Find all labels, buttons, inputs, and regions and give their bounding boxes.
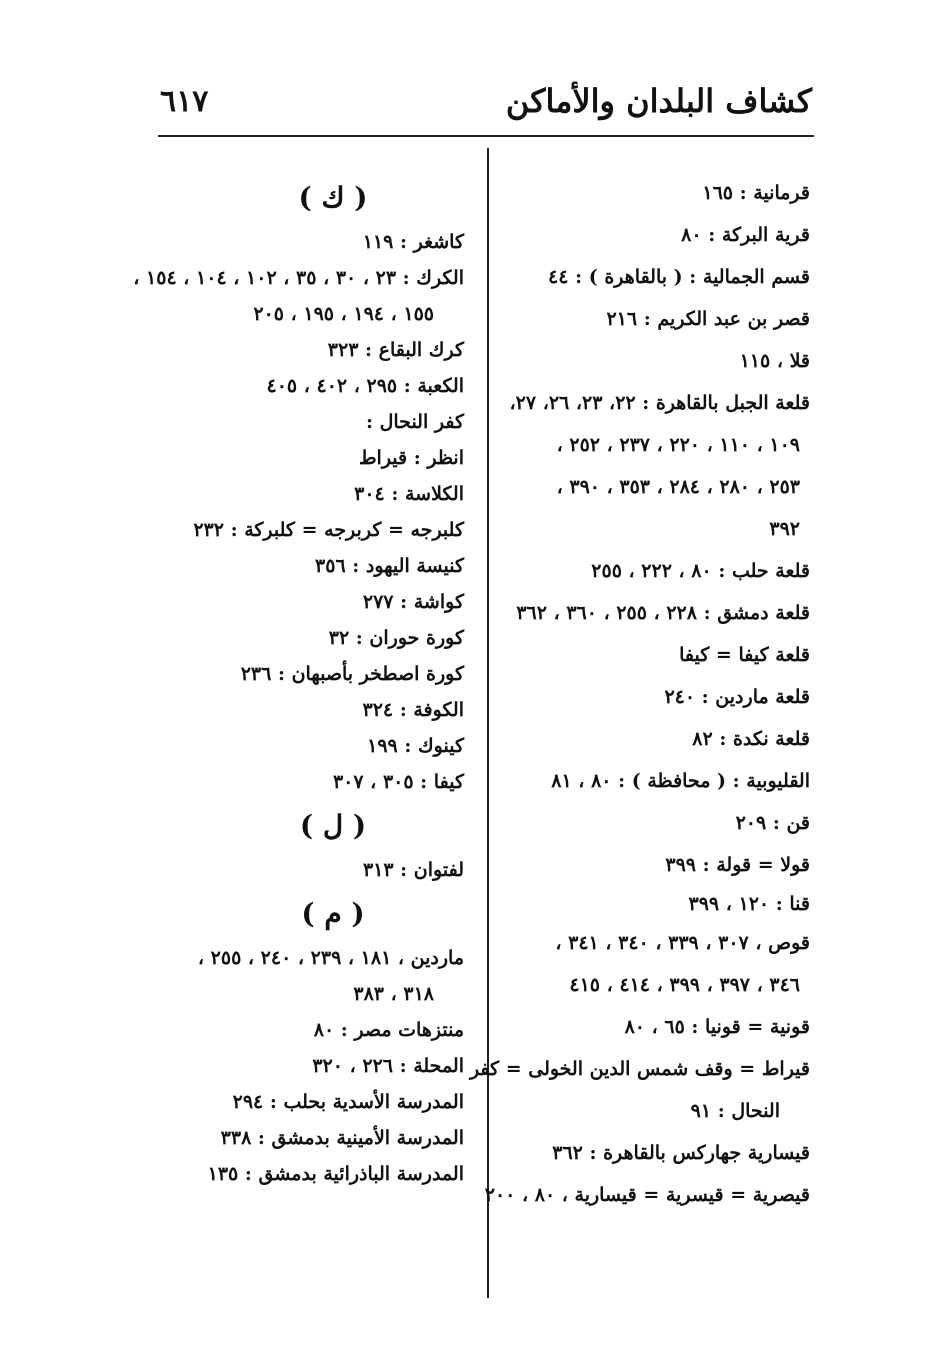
index-entry: الكوفة : ٣٢٤ bbox=[362, 699, 464, 721]
page-header bbox=[160, 78, 812, 128]
section-heading-lam: ( ل ) bbox=[299, 809, 367, 842]
left-column bbox=[133, 172, 464, 1192]
index-entry: كرك البقاع : ٣٢٣ bbox=[327, 339, 464, 361]
index-entry: كورة اصطخر بأصبهان : ٢٣٦ bbox=[240, 663, 464, 685]
index-entry: قيسارية جهاركس بالقاهرة : ٣٦٢ bbox=[552, 1142, 810, 1164]
index-entry: المدرسة الباذرائية بدمشق : ١٣٥ bbox=[207, 1163, 464, 1185]
index-entry: قيراط = وقف شمس الدين الخولى = كفر bbox=[469, 1058, 810, 1080]
index-entry-continuation: ٣١٨ ، ٣٨٣ bbox=[353, 983, 434, 1005]
index-entry-continuation: ١٥٥ ، ١٩٤ ، ١٩٥ ، ٢٠٥ bbox=[253, 303, 434, 325]
index-entry: قصر بن عبد الكريم : ٢١٦ bbox=[606, 308, 810, 330]
header-rule bbox=[158, 135, 814, 137]
index-entry: الكرك : ٢٣ ، ٣٠ ، ٣٥ ، ١٠٢ ، ١٠٤ ، ١٥٤ ، bbox=[133, 267, 464, 289]
index-entry: المدرسة الأسدية بحلب : ٢٩٤ bbox=[232, 1091, 464, 1113]
index-entry: كفر النحال : bbox=[365, 411, 464, 433]
index-entry: قلا ، ١١٥ bbox=[739, 350, 810, 372]
index-entry: قوص ، ٣٠٧ ، ٣٣٩ ، ٣٤٠ ، ٣٤١ ، bbox=[555, 932, 810, 954]
index-entry: الكعبة : ٢٩٥ ، ٤٠٢ ، ٤٠٥ bbox=[266, 375, 464, 397]
index-entry: كواشة : ٢٧٧ bbox=[362, 591, 464, 613]
index-entry: كيفا : ٣٠٥ ، ٣٠٧ bbox=[332, 771, 464, 793]
index-entry: قلعة الجبل بالقاهرة : ٢٢، ٢٣، ٢٦، ٢٧، bbox=[509, 392, 810, 414]
index-entry: ماردين ، ١٨١ ، ٢٣٩ ، ٢٤٠ ، ٢٥٥ ، bbox=[197, 947, 464, 969]
index-entry-continuation: ٣٤٦ ، ٣٩٧ ، ٣٩٩ ، ٤١٤ ، ٤١٥ bbox=[569, 974, 800, 996]
index-entry: قرمانية : ١٦٥ bbox=[702, 182, 810, 204]
index-entry: كورة حوران : ٣٢ bbox=[328, 627, 464, 649]
index-entry: لفتوان : ٣١٣ bbox=[362, 859, 464, 881]
index-entry: كنيسة اليهود : ٣٥٦ bbox=[315, 555, 464, 577]
index-entry: قلعة نكدة : ٨٢ bbox=[692, 728, 810, 750]
index-entry: القليوبية : ( محافظة ) : ٨٠ ، ٨١ bbox=[551, 770, 810, 792]
index-entry-continuation: ٢٥٣ ، ٢٨٠ ، ٢٨٤ ، ٣٥٣ ، ٣٩٠ ، bbox=[556, 476, 800, 498]
index-entry: المحلة : ٢٢٦ ، ٣٢٠ bbox=[312, 1055, 464, 1077]
index-entry: قولا = قولة : ٣٩٩ bbox=[665, 854, 810, 876]
index-entry: قونية = قونيا : ٦٥ ، ٨٠ bbox=[624, 1016, 810, 1038]
index-entry: قيصرية = قيسرية = قيسارية ، ٨٠ ، ٢٠٠ bbox=[484, 1184, 810, 1206]
index-entry: انظر : قيراط bbox=[358, 447, 464, 469]
index-entry: قنا : ١٢٠ ، ٣٩٩ bbox=[688, 893, 810, 915]
index-entry: كاشغر : ١١٩ bbox=[362, 231, 464, 253]
index-entry: كينوك : ١٩٩ bbox=[367, 735, 464, 757]
index-entry: منتزهات مصر : ٨٠ bbox=[313, 1019, 464, 1041]
section-heading-mim: ( م ) bbox=[301, 897, 365, 930]
index-entry: قلعة ماردين : ٢٤٠ bbox=[664, 686, 810, 708]
index-entry: قرية البركة : ٨٠ bbox=[681, 224, 810, 246]
section-heading-kaf: ( ك ) bbox=[298, 181, 368, 214]
index-entry: قسم الجمالية : ( بالقاهرة ) : ٤٤ bbox=[548, 266, 810, 288]
index-entry: قلعة حلب : ٨٠ ، ٢٢٢ ، ٢٥٥ bbox=[591, 560, 810, 582]
running-title: كشاف البلدان والأماكن bbox=[505, 82, 812, 120]
index-entry-continuation: ١٠٩ ، ١١٠ ، ٢٢٠ ، ٢٣٧ ، ٢٥٢ ، bbox=[556, 434, 800, 456]
index-entry: الكلاسة : ٣٠٤ bbox=[354, 483, 464, 505]
index-entry-continuation: النحال : ٩١ bbox=[690, 1100, 780, 1122]
right-column bbox=[469, 172, 810, 1216]
index-entry: قلعة كيفا = كيفا bbox=[679, 644, 810, 666]
index-entry: قن : ٢٠٩ bbox=[735, 812, 810, 834]
index-entry-continuation: ٣٩٢ bbox=[769, 518, 800, 540]
page-number: ٦١٧ bbox=[160, 84, 209, 119]
column-divider bbox=[487, 148, 489, 1298]
index-entry: كلبرجه = كربرجه = كلبركة : ٢٣٢ bbox=[193, 519, 464, 541]
index-entry: المدرسة الأمينية بدمشق : ٣٣٨ bbox=[220, 1127, 464, 1149]
index-entry: قلعة دمشق : ٢٢٨ ، ٢٥٥ ، ٣٦٠ ، ٣٦٢ bbox=[516, 602, 810, 624]
